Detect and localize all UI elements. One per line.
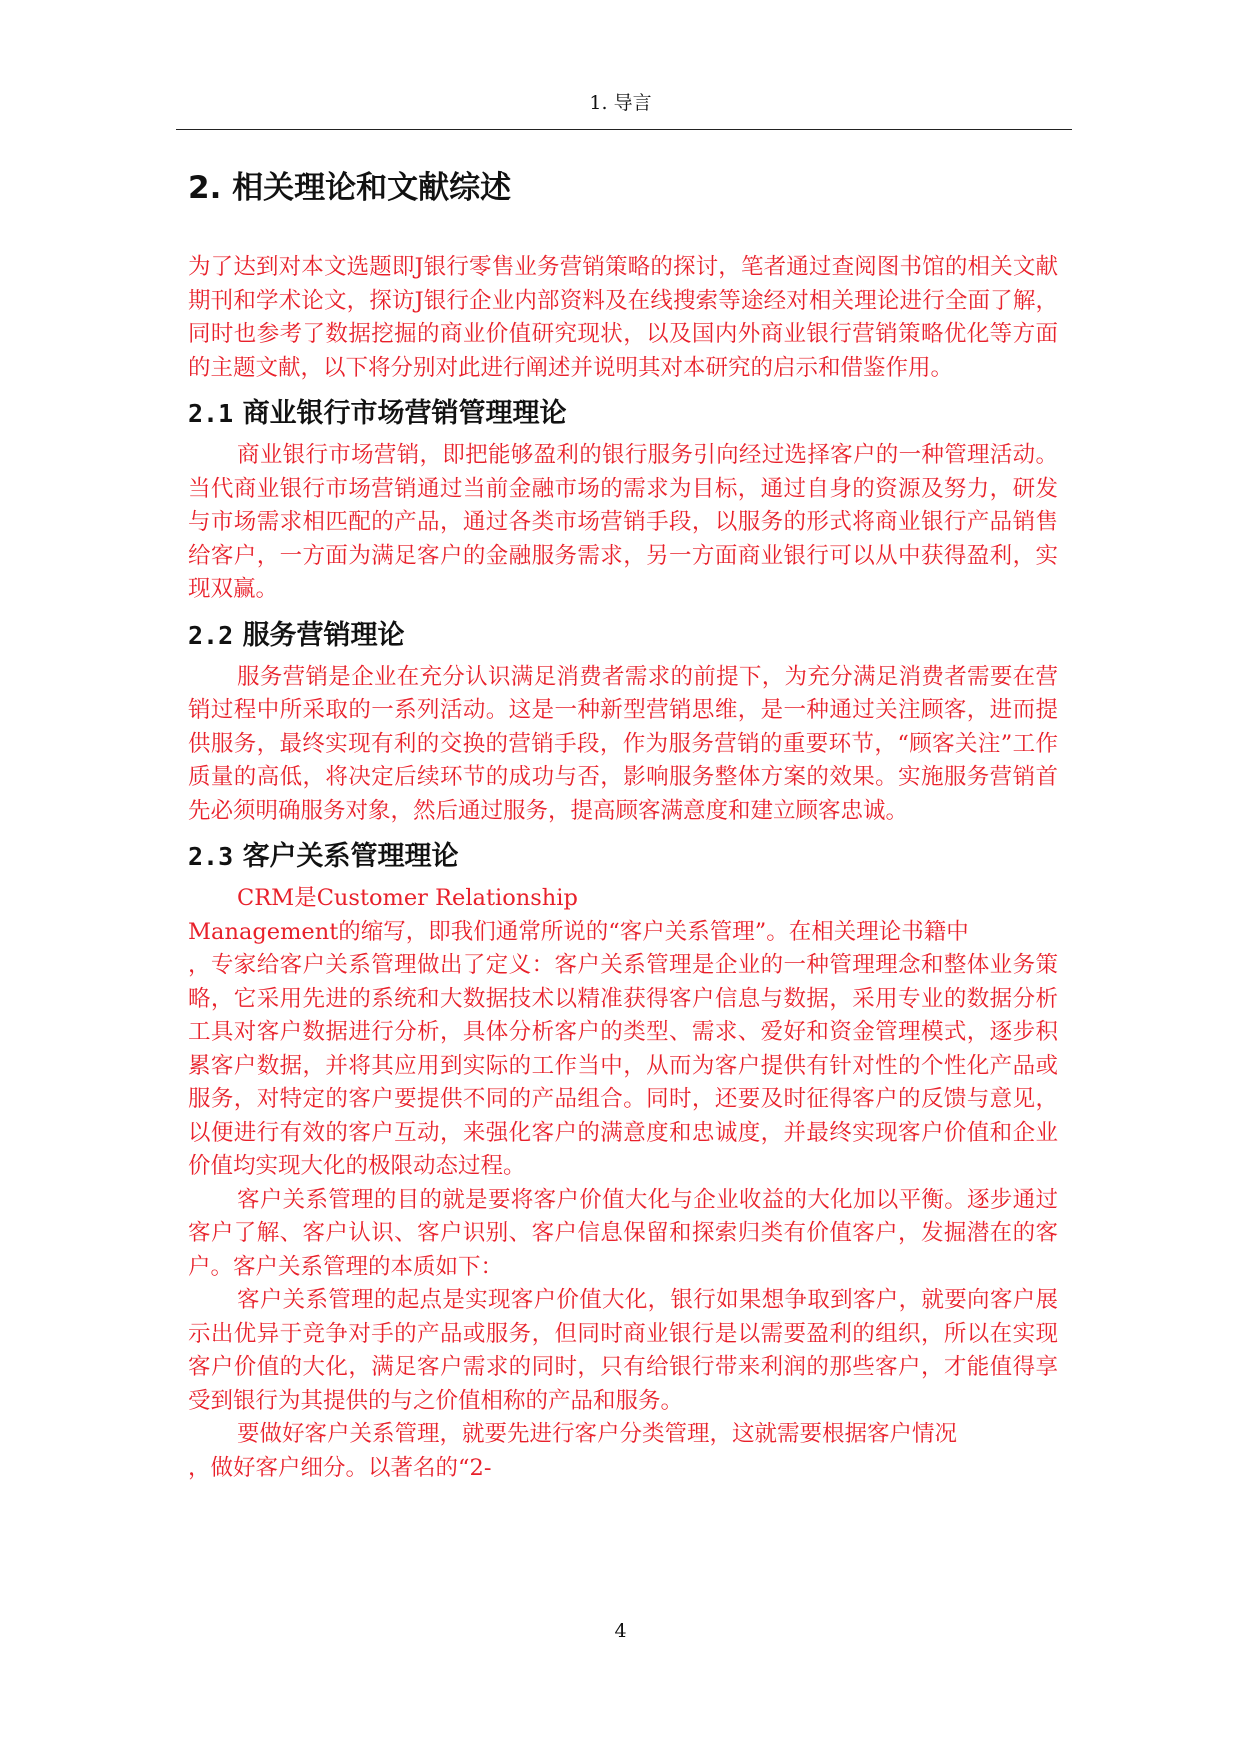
chapter-number: 2. (188, 170, 222, 206)
running-header: 1. 导言 (589, 92, 652, 114)
paragraph: 服务营销是企业在充分认识满足消费者需求的前提下，为充分满足消费者需要在营销过程中所采取的一系列活动。这是一种新型营销思维，是一种通过关注顾客，进而提供服务，最终实现有利的交换的营销手段，作为服务营销的重要环节，“顾客关注”工作质量的高低，将决定后续环节的成功与否，影响服务整体方案的效果。实施服务营销首先必须明确服务对象，然后通过服务，提高顾客满意度和建立顾客忠诚。 (188, 663, 1058, 824)
section-number: 2.3 (188, 842, 234, 871)
header-rule (176, 129, 1072, 130)
crm-definition-paragraph: ，专家给客户关系管理做出了定义：客户关系管理是企业的一种管理理念和整体业务策略，它采用先进的系统和大数据技术以精准获得客户信息与数据，采用专业的数据分析工具对客户数据进行分析，具体分析客户的类型、需求、爱好和资金管理模式，逐步积累客户数据，并将其应用到实际的工作当中，从而为客户提供有针对性的个性化产品或服务，对特定的客户要提供不同的产品组合。同时，还要及时征得客户的反馈与意见，以便进行有效的客户互动，来强化客户的满意度和忠诚度，并最终实现客户价值和企业价值均实现大化的极限动态过程。 (188, 952, 1058, 1179)
section-title: 商业银行市场营销管理理论 (242, 398, 567, 429)
chapter-title: 相关理论和文献综述 (232, 170, 512, 206)
paragraph: 客户关系管理的目的就是要将客户价值大化与企业收益的大化加以平衡。逐步通过客户了解、客户认识、客户识别、客户信息保留和探索归类有价值客户，发掘潜在的客户。客户关系管理的本质如下： (188, 1186, 1058, 1280)
section-heading-2-3 (188, 832, 1058, 882)
section-title: 服务营销理论 (242, 619, 405, 651)
section-title: 客户关系管理理论 (242, 841, 459, 872)
last-paragraph-line-2: ，做好客户细分。以著名的“2- (188, 1454, 492, 1481)
last-paragraph-line-1: 要做好客户关系管理，就要先进行客户分类管理，这就需要根据客户情况 (237, 1421, 958, 1447)
crm-line-1: CRM是Customer Relationship (237, 885, 578, 911)
section-heading-2-2 (188, 611, 1058, 661)
section-heading-2-1 (188, 389, 1058, 439)
intro-paragraph: 为了达到对本文选题即J银行零售业务营销策略的探讨，笔者通过查阅图书馆的相关文献期刊和学术论文，探访J银行企业内部资料及在线搜索等途经对相关理论进行全面了解，同时也参考了数据挖掘的商业价值研究现状，以及国内外商业银行营销策略优化等方面的主题文献，以下将分别对此进行阐述并说明其对本研究的启示和借鉴作用。 (188, 254, 1058, 381)
section-number: 2.2 (188, 620, 234, 650)
crm-line-2: Management的缩写，即我们通常所说的“客户关系管理”。在相关理论书籍中 (188, 918, 969, 945)
page-number: 4 (614, 1620, 627, 1642)
section-number: 2.1 (188, 399, 234, 428)
chapter-heading (188, 160, 1058, 216)
paragraph: 客户关系管理的起点是实现客户价值大化，银行如果想争取到客户，就要向客户展示出优异于竞争对手的产品或服务，但同时商业银行是以需要盈利的组织，所以在实现客户价值的大化，满足客户需求的同时，只有给银行带来利润的那些客户，才能值得享受到银行为其提供的与之价值相称的产品和服务。 (188, 1287, 1058, 1414)
paragraph: 商业银行市场营销，即把能够盈利的银行服务引向经过选择客户的一种管理活动。当代商业银行市场营销通过当前金融市场的需求为目标，通过自身的资源及努力，研发与市场需求相匹配的产品，通过各类市场营销手段，以服务的形式将商业银行产品销售给客户，一方面为满足客户的金融服务需求，另一方面商业银行可以从中获得盈利，实现双赢。 (188, 442, 1058, 602)
page-content (188, 160, 1058, 1485)
